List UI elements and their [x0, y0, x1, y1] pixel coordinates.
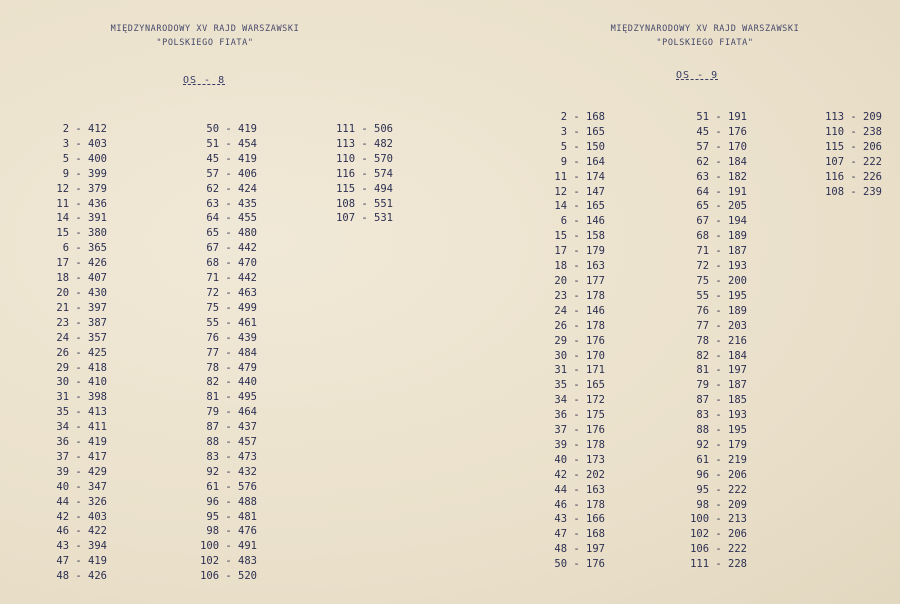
- left-col-1: [47, 122, 107, 584]
- result-entry: 15 - 158: [554, 230, 605, 243]
- result-entry: 11 - 436: [56, 197, 107, 210]
- result-entry: 87 - 437: [206, 421, 257, 434]
- result-entry: 77 - 484: [206, 346, 257, 359]
- result-entry: 14 - 391: [56, 212, 107, 225]
- result-entry: 57 - 406: [206, 167, 257, 180]
- result-entry: 82 - 440: [206, 376, 257, 389]
- result-entry: 62 - 184: [696, 155, 747, 168]
- result-entry: 95 - 222: [696, 483, 747, 496]
- result-entry: 37 - 417: [56, 450, 107, 463]
- result-entry: 40 - 173: [554, 453, 605, 466]
- result-entry: 67 - 442: [206, 242, 257, 255]
- result-entry: 39 - 178: [554, 438, 605, 451]
- result-entry: 57 - 170: [696, 140, 747, 153]
- result-entry: 61 - 576: [206, 480, 257, 493]
- result-entry: 47 - 419: [56, 555, 107, 568]
- result-entry: 31 - 398: [56, 391, 107, 404]
- result-entry: 17 - 426: [56, 257, 107, 270]
- result-entry: 111 - 506: [336, 123, 393, 135]
- result-entry: 23 - 387: [56, 316, 107, 329]
- result-entry: 81 - 495: [206, 391, 257, 404]
- result-entry: 2 - 412: [62, 123, 107, 135]
- result-entry: 9 - 164: [560, 155, 605, 168]
- result-entry: 35 - 165: [554, 379, 605, 392]
- result-entry: 95 - 481: [206, 510, 257, 523]
- right-stage-label: OS - 9: [676, 70, 719, 81]
- right-title-line1: MIĘDZYNARODOWY XV RAJD WARSZAWSKI: [610, 24, 800, 34]
- result-entry: 72 - 193: [696, 260, 747, 273]
- result-entry: 39 - 429: [56, 465, 107, 478]
- result-entry: 6 - 146: [560, 215, 605, 228]
- result-entry: 18 - 163: [554, 260, 605, 273]
- result-entry: 106 - 222: [690, 543, 747, 556]
- result-entry: 71 - 187: [696, 245, 747, 258]
- result-entry: 116 - 574: [336, 167, 393, 180]
- result-entry: 23 - 178: [554, 289, 605, 302]
- result-entry: 43 - 394: [56, 540, 107, 553]
- result-entry: 115 - 206: [825, 140, 882, 153]
- result-entry: 115 - 494: [336, 182, 393, 195]
- result-entry: 46 - 422: [56, 525, 107, 538]
- result-entry: 21 - 397: [56, 301, 107, 314]
- result-entry: 71 - 442: [206, 272, 257, 285]
- result-entry: 31 - 171: [554, 364, 605, 377]
- result-entry: 79 - 187: [696, 379, 747, 392]
- result-entry: 79 - 464: [206, 406, 257, 419]
- result-entry: 36 - 175: [554, 409, 605, 422]
- result-entry: 113 - 209: [825, 111, 882, 123]
- result-entry: 116 - 226: [825, 170, 882, 183]
- result-entry: 3 - 403: [62, 137, 107, 150]
- result-entry: 26 - 178: [554, 319, 605, 332]
- right-col-3: [816, 110, 882, 199]
- result-entry: 75 - 499: [206, 301, 257, 314]
- result-entry: 78 - 479: [206, 361, 257, 374]
- result-entry: 44 - 163: [554, 483, 605, 496]
- result-entry: 2 - 168: [560, 111, 605, 123]
- result-entry: 50 - 419: [206, 123, 257, 135]
- result-entry: 29 - 418: [56, 361, 107, 374]
- result-entry: 88 - 457: [206, 436, 257, 449]
- result-entry: 24 - 146: [554, 304, 605, 317]
- result-entry: 34 - 172: [554, 394, 605, 407]
- result-entry: 44 - 326: [56, 495, 107, 508]
- result-entry: 108 - 551: [336, 197, 393, 210]
- result-entry: 100 - 491: [200, 540, 257, 553]
- result-entry: 107 - 222: [825, 155, 882, 168]
- result-entry: 67 - 194: [696, 215, 747, 228]
- result-entry: 42 - 202: [554, 468, 605, 481]
- result-entry: 68 - 470: [206, 257, 257, 270]
- left-header: [90, 22, 320, 50]
- result-entry: 98 - 209: [696, 498, 747, 511]
- right-col-2: [683, 110, 747, 572]
- result-entry: 110 - 570: [336, 152, 393, 165]
- result-entry: 12 - 379: [56, 182, 107, 195]
- result-entry: 72 - 463: [206, 286, 257, 299]
- left-title-line1: MIĘDZYNARODOWY XV RAJD WARSZAWSKI: [110, 24, 300, 34]
- result-entry: 107 - 531: [336, 212, 393, 225]
- result-entry: 106 - 520: [200, 570, 257, 583]
- result-entry: 35 - 413: [56, 406, 107, 419]
- result-entry: 30 - 410: [56, 376, 107, 389]
- result-entry: 87 - 185: [696, 394, 747, 407]
- result-entry: 92 - 432: [206, 465, 257, 478]
- result-entry: 3 - 165: [560, 125, 605, 138]
- result-entry: 76 - 439: [206, 331, 257, 344]
- result-entry: 12 - 147: [554, 185, 605, 198]
- result-entry: 51 - 191: [696, 111, 747, 123]
- result-entry: 83 - 193: [696, 409, 747, 422]
- result-entry: 108 - 239: [825, 185, 882, 198]
- result-entry: 61 - 219: [696, 453, 747, 466]
- result-entry: 48 - 426: [56, 570, 107, 583]
- result-entry: 45 - 176: [696, 125, 747, 138]
- result-entry: 45 - 419: [206, 152, 257, 165]
- result-entry: 63 - 182: [696, 170, 747, 183]
- result-entry: 24 - 357: [56, 331, 107, 344]
- result-entry: 11 - 174: [554, 170, 605, 183]
- result-entry: 113 - 482: [336, 137, 393, 150]
- result-entry: 63 - 435: [206, 197, 257, 210]
- right-col-1: [545, 110, 605, 572]
- result-entry: 98 - 476: [206, 525, 257, 538]
- result-entry: 82 - 184: [696, 349, 747, 362]
- result-entry: 96 - 206: [696, 468, 747, 481]
- result-entry: 5 - 400: [62, 152, 107, 165]
- result-entry: 96 - 488: [206, 495, 257, 508]
- result-entry: 65 - 480: [206, 227, 257, 240]
- result-entry: 48 - 197: [554, 543, 605, 556]
- right-title-line2: "POLSKIEGO FIATA": [656, 38, 754, 48]
- result-entry: 20 - 430: [56, 286, 107, 299]
- result-entry: 6 - 365: [62, 242, 107, 255]
- result-entry: 83 - 473: [206, 450, 257, 463]
- result-entry: 55 - 195: [696, 289, 747, 302]
- result-entry: 110 - 238: [825, 125, 882, 138]
- result-entry: 92 - 179: [696, 438, 747, 451]
- result-entry: 9 - 399: [62, 167, 107, 180]
- result-entry: 29 - 176: [554, 334, 605, 347]
- result-entry: 17 - 179: [554, 245, 605, 258]
- result-entry: 75 - 200: [696, 274, 747, 287]
- left-col-2: [177, 122, 257, 584]
- result-entry: 46 - 178: [554, 498, 605, 511]
- result-entry: 64 - 191: [696, 185, 747, 198]
- result-entry: 20 - 177: [554, 274, 605, 287]
- result-entry: 62 - 424: [206, 182, 257, 195]
- result-entry: 76 - 189: [696, 304, 747, 317]
- result-entry: 102 - 483: [200, 555, 257, 568]
- result-entry: 37 - 176: [554, 424, 605, 437]
- left-stage-label: OS - 8: [183, 75, 226, 86]
- result-entry: 68 - 189: [696, 230, 747, 243]
- result-entry: 15 - 380: [56, 227, 107, 240]
- result-entry: 40 - 347: [56, 480, 107, 493]
- result-entry: 30 - 170: [554, 349, 605, 362]
- result-entry: 18 - 407: [56, 272, 107, 285]
- result-entry: 42 - 403: [56, 510, 107, 523]
- result-entry: 47 - 168: [554, 528, 605, 541]
- result-entry: 88 - 195: [696, 424, 747, 437]
- result-entry: 14 - 165: [554, 200, 605, 213]
- result-entry: 51 - 454: [206, 137, 257, 150]
- result-entry: 43 - 166: [554, 513, 605, 526]
- result-entry: 78 - 216: [696, 334, 747, 347]
- result-entry: 55 - 461: [206, 316, 257, 329]
- left-title-line2: "POLSKIEGO FIATA": [156, 38, 254, 48]
- result-entry: 50 - 176: [554, 558, 605, 571]
- result-entry: 64 - 455: [206, 212, 257, 225]
- result-entry: 102 - 206: [690, 528, 747, 541]
- result-entry: 81 - 197: [696, 364, 747, 377]
- result-entry: 5 - 150: [560, 140, 605, 153]
- right-header: [590, 22, 820, 50]
- result-entry: 36 - 419: [56, 436, 107, 449]
- result-entry: 100 - 213: [690, 513, 747, 526]
- result-entry: 77 - 203: [696, 319, 747, 332]
- result-entry: 34 - 411: [56, 421, 107, 434]
- result-entry: 26 - 425: [56, 346, 107, 359]
- left-col-3: [313, 122, 393, 226]
- result-entry: 111 - 228: [690, 558, 747, 571]
- result-entry: 65 - 205: [696, 200, 747, 213]
